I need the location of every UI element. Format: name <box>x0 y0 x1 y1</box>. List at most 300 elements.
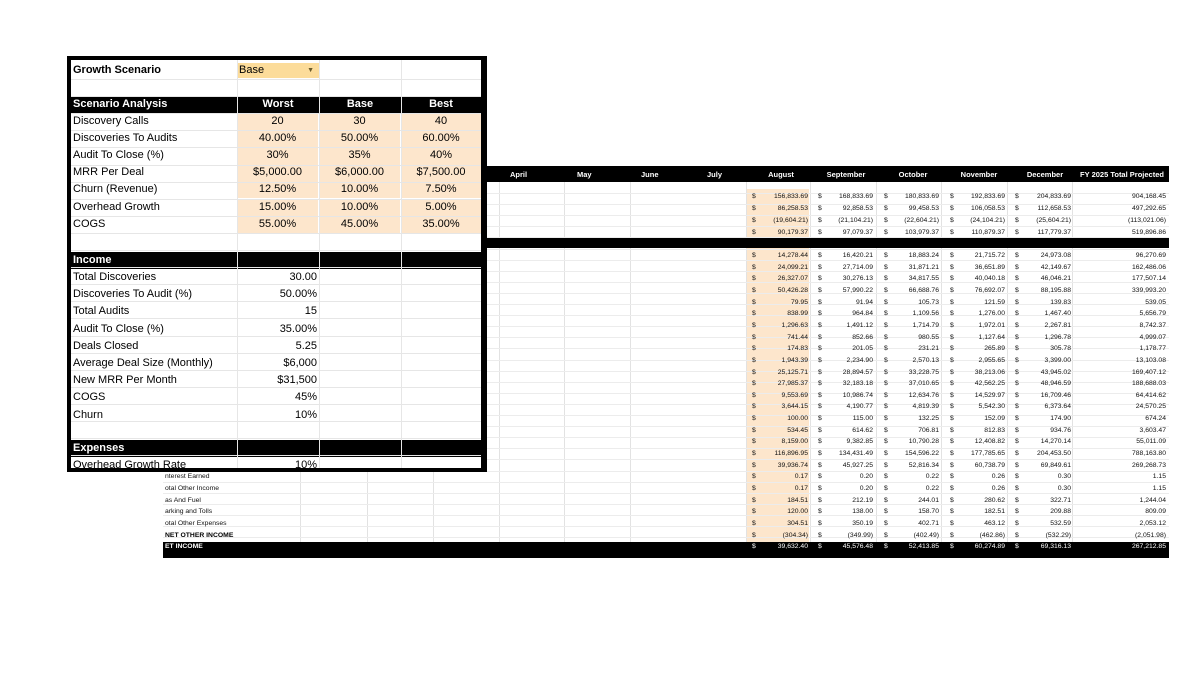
projection-cell: 174.90 <box>1050 415 1071 422</box>
income-value-cell[interactable]: 45% <box>294 391 317 403</box>
grid-hline <box>71 421 481 422</box>
currency-symbol: $ <box>884 485 888 492</box>
currency-symbol: $ <box>818 462 822 469</box>
currency-symbol: $ <box>752 497 756 504</box>
grid-hline <box>71 353 481 354</box>
income-row-label: Deals Closed <box>73 340 139 352</box>
currency-symbol: $ <box>884 357 888 364</box>
grid-hline <box>71 370 481 371</box>
currency-symbol: $ <box>1015 462 1019 469</box>
grid-hline <box>71 216 481 217</box>
currency-symbol: $ <box>1015 380 1019 387</box>
projection-cell: 38,213.06 <box>974 369 1005 376</box>
projection-cell: 14,529.97 <box>974 392 1005 399</box>
projection-cell: (462.86) <box>979 532 1005 539</box>
projection-cell: 27,714.09 <box>842 264 873 271</box>
base-column-header: Base <box>346 98 374 110</box>
scenario-value-cell[interactable]: 20 <box>237 113 318 130</box>
projection-cell: 24,570.25 <box>1135 403 1166 410</box>
currency-symbol: $ <box>818 392 822 399</box>
income-value-cell[interactable]: 15 <box>304 305 317 317</box>
projection-cell: 139.83 <box>1050 299 1071 306</box>
projection-cell: 1,491.12 <box>846 322 873 329</box>
currency-symbol: $ <box>752 532 756 539</box>
projection-cell: 0.17 <box>794 473 808 480</box>
expense-row-label: Overhead Growth Rate <box>73 459 187 468</box>
currency-symbol: $ <box>1015 369 1019 376</box>
projection-cell: 42,562.25 <box>974 380 1005 387</box>
currency-symbol: $ <box>818 229 822 236</box>
currency-symbol: $ <box>1015 392 1019 399</box>
currency-symbol: $ <box>1015 229 1019 236</box>
projection-cell: 158.70 <box>918 508 939 515</box>
scenario-value-cell[interactable]: 50.00% <box>319 130 400 147</box>
grid-hline <box>71 318 481 319</box>
projection-cell: 121.59 <box>984 299 1005 306</box>
currency-symbol: $ <box>752 427 756 434</box>
currency-symbol: $ <box>1015 438 1019 445</box>
currency-symbol: $ <box>1015 532 1019 539</box>
scenario-row-label: COGS <box>73 218 106 230</box>
projection-cell: 25,125.71 <box>777 369 808 376</box>
projection-cell: 92,858.53 <box>842 205 873 212</box>
projection-cell: 0.30 <box>1057 473 1071 480</box>
projection-cell: 10,986.74 <box>842 392 873 399</box>
projection-cell: 16,420.21 <box>842 252 873 259</box>
currency-symbol: $ <box>818 252 822 259</box>
projection-cell: 402.71 <box>918 520 939 527</box>
currency-symbol: $ <box>1015 264 1019 271</box>
currency-symbol: $ <box>818 334 822 341</box>
currency-symbol: $ <box>1015 427 1019 434</box>
currency-symbol: $ <box>752 205 756 212</box>
currency-symbol: $ <box>818 485 822 492</box>
currency-symbol: $ <box>752 485 756 492</box>
scenario-value-cell[interactable]: 40 <box>401 113 481 130</box>
currency-symbol: $ <box>752 264 756 271</box>
projection-cell: 16,709.46 <box>1040 392 1071 399</box>
projection-cell: 12,408.82 <box>974 438 1005 445</box>
scenario-row <box>71 164 481 181</box>
projection-cell: 904,168.45 <box>1131 193 1166 200</box>
projection-cell: (21,104.21) <box>838 217 873 224</box>
scenario-value-cell[interactable]: 55.00% <box>237 216 318 233</box>
currency-symbol: $ <box>752 415 756 422</box>
projection-cell: 706.81 <box>918 427 939 434</box>
projection-cell: 134,431.49 <box>838 450 873 457</box>
projection-cell: 1,276.00 <box>978 310 1005 317</box>
projection-cell: 0.20 <box>859 485 873 492</box>
currency-symbol: $ <box>818 217 822 224</box>
scenario-value-cell[interactable]: 5.00% <box>401 199 481 216</box>
expense-value-cell[interactable]: 10% <box>294 459 317 468</box>
currency-symbol: $ <box>950 403 954 410</box>
projection-cell: 4,190.77 <box>846 403 873 410</box>
projection-cell: 162,486.06 <box>1131 264 1166 271</box>
projection-cell: 188,688.03 <box>1131 380 1166 387</box>
projection-cell: 539.05 <box>1145 299 1166 306</box>
projection-cell: 69,849.61 <box>1040 462 1071 469</box>
projection-cell: 265.89 <box>984 345 1005 352</box>
projection-cell: 0.22 <box>925 485 939 492</box>
projection-cell: 13,103.08 <box>1135 357 1166 364</box>
projection-cell: 322.71 <box>1050 497 1071 504</box>
currency-symbol: $ <box>950 438 954 445</box>
projection-cell: 305.78 <box>1050 345 1071 352</box>
scenario-value-cell[interactable]: 60.00% <box>401 130 481 147</box>
currency-symbol: $ <box>752 299 756 306</box>
scenario-value-cell[interactable]: 12.50% <box>237 181 318 198</box>
projection-cell: 55,011.09 <box>1136 438 1166 445</box>
projection-cell: 1,943.39 <box>781 357 808 364</box>
currency-symbol: $ <box>818 415 822 422</box>
month-header-7: November <box>960 170 998 179</box>
income-row-label: Churn <box>73 409 103 421</box>
currency-symbol: $ <box>1015 485 1019 492</box>
projection-cell: 88,195.88 <box>1040 287 1071 294</box>
currency-symbol: $ <box>818 322 822 329</box>
scenario-value-cell[interactable]: 45.00% <box>319 216 400 233</box>
row-label: as And Fuel <box>165 497 201 504</box>
projection-cell: 1,296.78 <box>1044 334 1071 341</box>
grid-hline <box>71 284 481 285</box>
currency-symbol: $ <box>884 217 888 224</box>
currency-symbol: $ <box>818 205 822 212</box>
month-header-4: August <box>768 170 794 179</box>
projection-cell: 809.09 <box>1145 508 1166 515</box>
scenario-row-label: Discoveries To Audits <box>73 132 178 144</box>
projection-cell: 26,327.07 <box>777 275 808 282</box>
scenario-value-cell[interactable]: 10.00% <box>319 181 400 198</box>
projection-cell: 614.62 <box>852 427 873 434</box>
currency-symbol: $ <box>950 217 954 224</box>
currency-symbol: $ <box>1015 415 1019 422</box>
income-value-cell[interactable]: 10% <box>294 409 317 421</box>
projection-cell: 14,270.14 <box>1040 438 1071 445</box>
scenario-value-cell[interactable]: 15.00% <box>237 199 318 216</box>
projection-cell: 21,715.72 <box>974 252 1005 259</box>
projection-cell: 86,258.53 <box>777 205 808 212</box>
projection-cell: 64,414.62 <box>1135 392 1166 399</box>
grid-hline <box>71 79 481 80</box>
grid-hline <box>71 147 481 148</box>
currency-symbol: $ <box>950 520 954 527</box>
projection-cell: 177,785.65 <box>970 450 1005 457</box>
projection-cell: 0.30 <box>1057 485 1071 492</box>
grid-hline <box>71 438 481 439</box>
currency-symbol: $ <box>1015 473 1019 480</box>
currency-symbol: $ <box>752 508 756 515</box>
projection-cell: 1,467.40 <box>1044 310 1071 317</box>
currency-symbol: $ <box>818 532 822 539</box>
currency-symbol: $ <box>818 380 822 387</box>
currency-symbol: $ <box>818 369 822 376</box>
projection-cell: 48,946.59 <box>1040 380 1071 387</box>
currency-symbol: $ <box>1015 450 1019 457</box>
currency-symbol: $ <box>752 287 756 294</box>
currency-symbol: $ <box>818 193 822 200</box>
projection-cell: 169,407.12 <box>1131 369 1166 376</box>
projection-cell: 204,453.50 <box>1036 450 1071 457</box>
currency-symbol: $ <box>884 427 888 434</box>
currency-symbol: $ <box>818 473 822 480</box>
projection-cell: (19,604.21) <box>773 217 808 224</box>
currency-symbol: $ <box>752 357 756 364</box>
income-value-cell[interactable]: 35.00% <box>279 323 317 335</box>
projection-cell: 99,458.53 <box>908 205 939 212</box>
grid-hline <box>71 182 481 183</box>
row-label: otal Other Expenses <box>165 520 227 527</box>
projection-cell: 90,179.37 <box>777 229 808 236</box>
currency-symbol: $ <box>1015 497 1019 504</box>
grid-hline <box>71 336 481 337</box>
income-value-cell[interactable]: 30.00 <box>289 271 317 283</box>
currency-symbol: $ <box>950 299 954 306</box>
currency-symbol: $ <box>884 520 888 527</box>
income-value-cell[interactable]: $31,500 <box>277 374 317 386</box>
scenario-value-cell[interactable]: 35% <box>319 147 400 164</box>
projection-cell: (349.99) <box>847 532 873 539</box>
grid-hline <box>71 96 481 97</box>
projection-cell: 182.51 <box>984 508 1005 515</box>
projection-cell: 741.44 <box>787 334 808 341</box>
income-row-label: New MRR Per Month <box>73 374 177 386</box>
currency-symbol: $ <box>752 543 756 550</box>
currency-symbol: $ <box>752 275 756 282</box>
projection-cell: 1,178.77 <box>1139 345 1166 352</box>
scenario-value-cell[interactable]: 30 <box>319 113 400 130</box>
currency-symbol: $ <box>950 345 954 352</box>
projection-cell: 52,816.34 <box>908 462 939 469</box>
currency-symbol: $ <box>950 322 954 329</box>
projection-cell: 57,990.22 <box>842 287 873 294</box>
scenario-value-cell[interactable]: 35.00% <box>401 216 481 233</box>
row-label: arking and Tolls <box>165 508 213 515</box>
grid-hline <box>71 113 481 114</box>
currency-symbol: $ <box>884 392 888 399</box>
projection-cell: 934.76 <box>1050 427 1071 434</box>
currency-symbol: $ <box>1015 345 1019 352</box>
grid-hline <box>71 233 481 234</box>
projection-cell: 2,267.81 <box>1044 322 1071 329</box>
scenario-value-cell[interactable]: 7.50% <box>401 181 481 198</box>
projection-cell: 532.59 <box>1050 520 1071 527</box>
income-value-cell[interactable]: $6,000 <box>283 357 317 369</box>
projection-cell: 27,985.37 <box>777 380 808 387</box>
currency-symbol: $ <box>950 543 954 550</box>
currency-symbol: $ <box>884 462 888 469</box>
worst-column-header: Worst <box>262 98 294 110</box>
scenario-row-label: Audit To Close (%) <box>73 149 164 161</box>
grid-hline <box>71 301 481 302</box>
projection-cell: 1,109.56 <box>912 310 939 317</box>
scenario-row <box>71 113 481 130</box>
dropdown-arrow-icon[interactable]: ▼ <box>307 67 314 74</box>
growth-scenario-dropdown[interactable] <box>237 63 319 78</box>
projection-cell: 0.20 <box>859 473 873 480</box>
currency-symbol: $ <box>1015 217 1019 224</box>
currency-symbol: $ <box>950 205 954 212</box>
row-label: otal Other Income <box>165 485 220 492</box>
scenario-row <box>71 147 481 164</box>
projection-cell: 980.55 <box>918 334 939 341</box>
projection-cell: 463.12 <box>984 520 1005 527</box>
scenario-analysis-title: Scenario Analysis <box>73 98 168 110</box>
currency-symbol: $ <box>884 450 888 457</box>
currency-symbol: $ <box>752 473 756 480</box>
currency-symbol: $ <box>752 450 756 457</box>
currency-symbol: $ <box>818 287 822 294</box>
currency-symbol: $ <box>1015 299 1019 306</box>
scenario-row <box>71 199 481 216</box>
projection-cell: 45,576.48 <box>842 543 873 550</box>
currency-symbol: $ <box>1015 275 1019 282</box>
grid-hline <box>71 250 481 251</box>
grid-hline <box>71 387 481 388</box>
currency-symbol: $ <box>1015 357 1019 364</box>
currency-symbol: $ <box>752 229 756 236</box>
projection-cell: 4,999.07 <box>1139 334 1166 341</box>
currency-symbol: $ <box>950 357 954 364</box>
projection-cell: 3,399.00 <box>1044 357 1071 364</box>
scenario-value-cell[interactable]: 40% <box>401 147 481 164</box>
projection-cell: 110,879.37 <box>971 229 1005 236</box>
income-row-label: Total Discoveries <box>73 271 157 283</box>
projection-cell: 24,973.08 <box>1040 252 1071 259</box>
projection-cell: 2,955.65 <box>978 357 1005 364</box>
currency-symbol: $ <box>818 450 822 457</box>
month-header-6: October <box>898 170 928 179</box>
currency-symbol: $ <box>752 217 756 224</box>
currency-symbol: $ <box>1015 508 1019 515</box>
income-row-label: Total Audits <box>73 305 130 317</box>
projection-cell: 5,542.30 <box>978 403 1005 410</box>
projection-cell: 33,228.75 <box>908 369 939 376</box>
projection-cell: 838.99 <box>787 310 808 317</box>
currency-symbol: $ <box>950 193 954 200</box>
scenario-value-cell[interactable]: 40.00% <box>237 130 318 147</box>
scenario-value-cell[interactable]: 30% <box>237 147 318 164</box>
projection-cell: 184.51 <box>787 497 808 504</box>
scenario-value-cell[interactable]: $6,000.00 <box>319 164 400 181</box>
projection-cell: 30,276.13 <box>842 275 873 282</box>
projection-cell: 2,570.13 <box>912 357 939 364</box>
currency-symbol: $ <box>884 438 888 445</box>
projection-cell: 534.45 <box>787 427 808 434</box>
projection-cell: 674.24 <box>1145 415 1166 422</box>
currency-symbol: $ <box>1015 322 1019 329</box>
projection-cell: (532.29) <box>1045 532 1071 539</box>
currency-symbol: $ <box>752 322 756 329</box>
scenario-row-label: Discovery Calls <box>73 115 149 127</box>
income-value-cell[interactable]: 50.00% <box>279 288 317 300</box>
growth-scenario-label: Growth Scenario <box>73 64 162 76</box>
projection-cell: 24,099.21 <box>777 264 808 271</box>
currency-symbol: $ <box>1015 193 1019 200</box>
currency-symbol: $ <box>884 287 888 294</box>
projection-cell: 204,833.69 <box>1036 193 1071 200</box>
projection-cell: (304.34) <box>782 532 808 539</box>
projection-cell: 788,163.80 <box>1131 450 1166 457</box>
scenario-analysis-header <box>71 96 481 113</box>
income-title: Income <box>73 254 112 266</box>
month-header-9: FY 2025 Total Projected <box>1080 170 1164 179</box>
currency-symbol: $ <box>884 310 888 317</box>
currency-symbol: $ <box>752 334 756 341</box>
projection-cell: 0.22 <box>925 473 939 480</box>
projection-cell: 138.00 <box>852 508 873 515</box>
projection-cell: 10,790.28 <box>908 438 939 445</box>
currency-symbol: $ <box>752 438 756 445</box>
currency-symbol: $ <box>884 532 888 539</box>
currency-symbol: $ <box>884 543 888 550</box>
currency-symbol: $ <box>950 485 954 492</box>
projection-cell: 97,079.37 <box>842 229 873 236</box>
projection-cell: 32,183.18 <box>842 380 873 387</box>
currency-symbol: $ <box>1015 310 1019 317</box>
projection-cell: 519,896.86 <box>1131 229 1166 236</box>
currency-symbol: $ <box>752 380 756 387</box>
currency-symbol: $ <box>950 264 954 271</box>
grid-hline <box>71 455 481 456</box>
currency-symbol: $ <box>1015 403 1019 410</box>
grid-hline <box>71 165 481 166</box>
projection-cell: 34,817.55 <box>908 275 939 282</box>
currency-symbol: $ <box>884 380 888 387</box>
currency-symbol: $ <box>950 369 954 376</box>
projection-cell: 0.26 <box>991 485 1005 492</box>
currency-symbol: $ <box>884 415 888 422</box>
projection-cell: 105.73 <box>918 299 939 306</box>
currency-symbol: $ <box>884 508 888 515</box>
currency-symbol: $ <box>818 299 822 306</box>
currency-symbol: $ <box>884 345 888 352</box>
projection-cell: 964.84 <box>852 310 873 317</box>
grid-hline <box>71 199 481 200</box>
currency-symbol: $ <box>818 438 822 445</box>
projection-cell: 269,268.73 <box>1131 462 1166 469</box>
month-header-8: December <box>1026 170 1064 179</box>
row-label: ET INCOME <box>165 543 203 550</box>
projection-cell: 0.26 <box>991 473 1005 480</box>
projection-cell: 116,896.95 <box>774 450 808 457</box>
currency-symbol: $ <box>950 473 954 480</box>
scenario-row-label: Churn (Revenue) <box>73 183 158 195</box>
projection-cell: 212.19 <box>852 497 873 504</box>
currency-symbol: $ <box>950 415 954 422</box>
projection-cell: 177,507.14 <box>1131 275 1166 282</box>
currency-symbol: $ <box>884 205 888 212</box>
income-row-label: Average Deal Size (Monthly) <box>73 357 213 369</box>
projection-cell: 168,833.69 <box>838 193 873 200</box>
currency-symbol: $ <box>752 193 756 200</box>
currency-symbol: $ <box>950 462 954 469</box>
projection-cell: 192,833.69 <box>970 193 1005 200</box>
projection-cell: 1.15 <box>1152 473 1166 480</box>
scenario-value-cell[interactable]: $5,000.00 <box>237 164 318 181</box>
currency-symbol: $ <box>818 497 822 504</box>
income-value-cell[interactable]: 5.25 <box>295 340 317 352</box>
currency-symbol: $ <box>950 532 954 539</box>
projection-cell: 117,779.37 <box>1037 229 1071 236</box>
scenario-value-cell[interactable]: $7,500.00 <box>401 164 481 181</box>
scenario-value-cell[interactable]: 10.00% <box>319 199 400 216</box>
projection-cell: (113,021.06) <box>1127 217 1166 224</box>
projection-cell: 46,046.21 <box>1040 275 1071 282</box>
projection-cell: (25,604.21) <box>1036 217 1071 224</box>
projection-cell: (2,051.98) <box>1135 532 1166 539</box>
projection-cell: 28,894.57 <box>842 369 873 376</box>
